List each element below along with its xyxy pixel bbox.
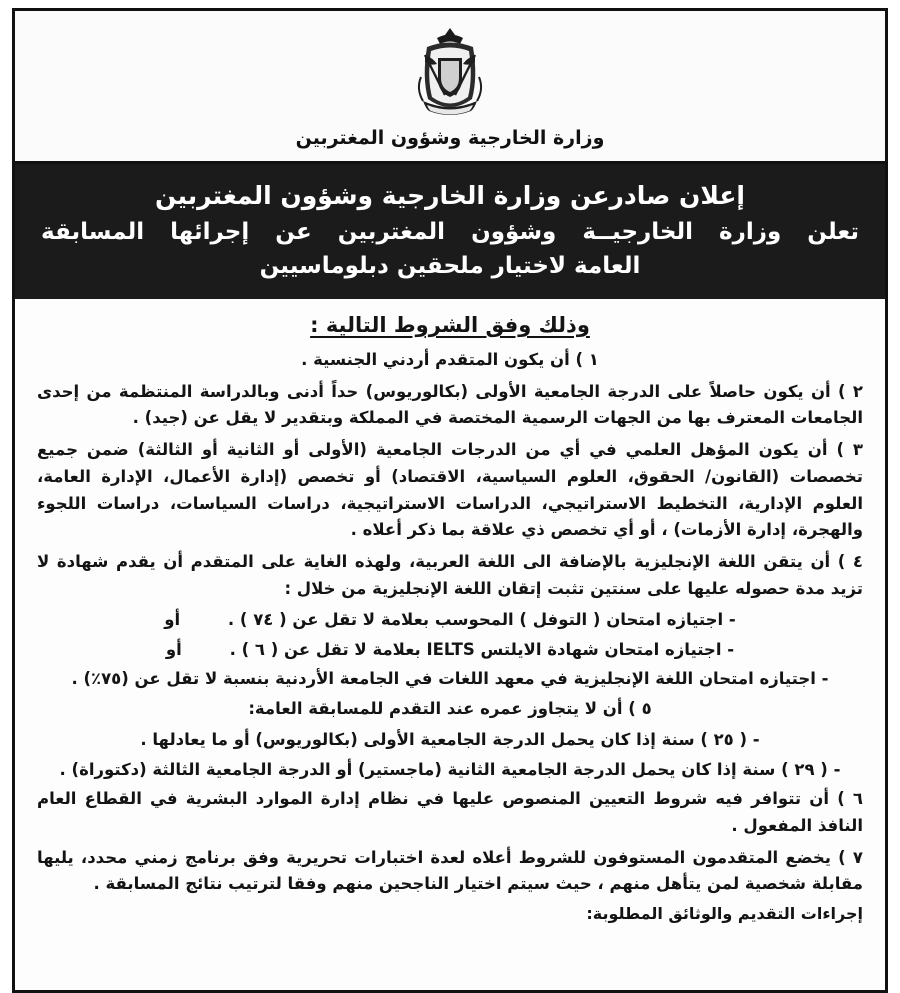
condition-item-5: ٥ ) أن لا يتجاوز عمره عند التقدم للمسابقة العامة: — [248, 698, 652, 718]
ministry-name: وزارة الخارجية وشؤون المغتربين — [295, 127, 605, 149]
advertisement-frame — [12, 8, 888, 993]
condition-item-3: ٣ ) أن يكون المؤهل العلمي في أي من الدرجات الجامعية (الأولى أو الثانية أو الثالثة) ضمن جميع تخصصات (القانون/ الحقوق، العلوم السياسية، الاقتصاد) أو تخصص (إدارة الأعمال، الإدارة العامة، العلوم الإدارية، التخطيط الاستراتيجي، الدراسات الاستراتيجية، دراسات السياسات، دراسات اللجوء والهجرة، إدارة الأزمات) ، أو أي تخصص ذي علاقة بما ذكر أعلاه . — [37, 440, 863, 540]
condition-item-6: ٦ ) أن تتوافر فيه شروط التعيين المنصوص عليها في نظام إدارة الموارد البشرية في القطاع العام النافذ المفعول . — [37, 789, 863, 835]
condition-item-7: ٧ ) يخضع المتقدمون المستوفون للشروط أعلاه لعدة اختبارات تحريرية وفق برنامج زمني محدد، يليها مقابلة شخصية لمن يتأهل منهم ، حيث سيتم اختيار الناجحين منهم وفقا لترتيب نتائج المسابقة . — [37, 847, 863, 894]
masthead — [15, 11, 885, 164]
english-option-3 — [37, 666, 863, 692]
conditions-body — [15, 299, 885, 929]
banner-line-2: تعلن وزارة الخارجيــة وشؤون المغتربين عن إجرائها المسابقة — [41, 219, 859, 246]
english-option-2 — [37, 637, 863, 663]
age-option-1: - ( ٢٥ ) سنة إذا كان يحمل الدرجة الجامعية الأولى (بكالوريوس) أو ما يعادلها . — [140, 730, 760, 750]
condition-item-2: ٢ ) أن يكون حاصلاً على الدرجة الجامعية الأولى (بكالوريوس) حداً أدنى وبالدراسة المنتظمة من إحدى الجامعات المعترف بها من الجهات الرسمية المختصة في المملكة وبتقدير لا يقل عن (جيد) . — [37, 381, 863, 428]
announcement-banner — [15, 164, 885, 299]
banner-line-1: إعلان صادرعن وزارة الخارجية وشؤون المغتربين — [155, 181, 745, 210]
application-procedures-heading: إجراءات التقديم والوثائق المطلوبة: — [586, 903, 863, 923]
condition-item-1: ١ ) أن يكون المتقدم أردني الجنسية . — [301, 349, 599, 369]
english-option-1 — [37, 607, 863, 633]
age-option-2: - ( ٢٩ ) سنة إذا كان يحمل الدرجة الجامعية الثانية (ماجستير) أو الدرجة الجامعية الثالثة (دكتوراة) . — [59, 759, 841, 779]
english-option-2-or: أو — [165, 639, 182, 659]
english-option-1-or: أو — [164, 610, 181, 630]
conditions-title: وذلك وفق الشروط التالية : — [310, 312, 590, 337]
english-option-1-text: - اجتيازه امتحان ( التوفل ) المحوسب بعلامة لا تقل عن ( ٧٤ ) . — [227, 610, 736, 630]
banner-line-3: العامة لاختيار ملحقين دبلوماسيين — [259, 252, 641, 279]
condition-item-4: ٤ ) أن يتقن اللغة الإنجليزية بالإضافة الى اللغة العربية، ولهذه الغاية على المتقدم أن يقدم شهادة لا تزيد مدة حصوله عليها على سنتين تثبت إتقان اللغة الإنجليزية من خلال : — [37, 551, 863, 598]
english-option-2-text: - اجتيازه امتحان شهادة الايلتس IELTS بعلامة لا تقل عن ( ٦ ) . — [229, 639, 735, 659]
jordan-coat-of-arms-icon — [407, 25, 493, 121]
english-option-3-text: - اجتيازه امتحان اللغة الإنجليزية في معهد اللغات في الجامعة الأردنية بنسبة لا تقل عن (٧٥٪) . — [71, 669, 829, 689]
